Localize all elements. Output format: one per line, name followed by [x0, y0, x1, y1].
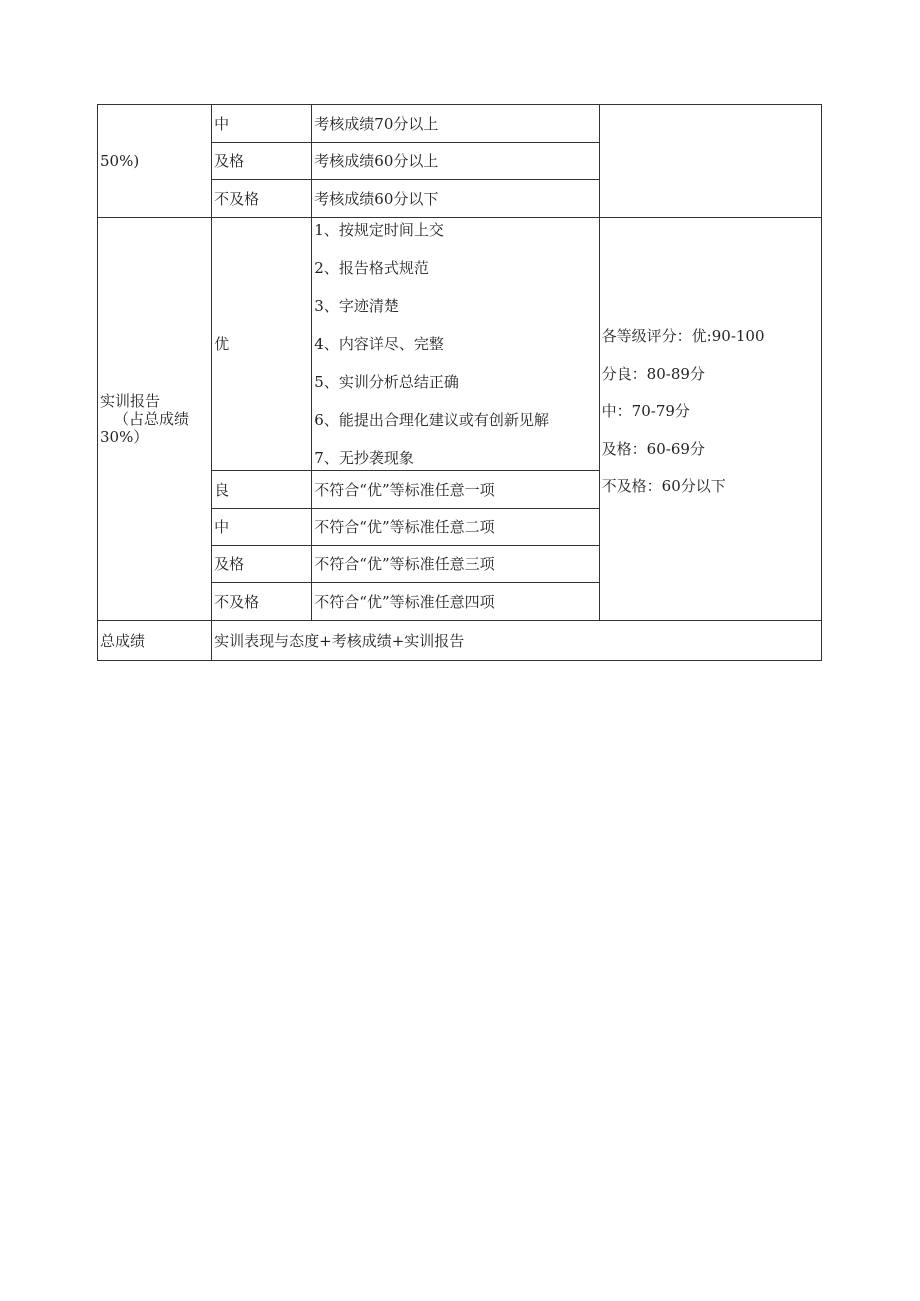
section-label-line: （占总成绩 [114, 410, 190, 428]
criteria-item: 2、报告格式规范 [314, 259, 429, 277]
scale-line: 不及格：60分以下 [601, 477, 726, 495]
criteria-cell: 不符合“优”等标准任意四项 [312, 583, 599, 621]
scale-line: 及格：60-69分 [601, 439, 705, 458]
criteria-item: 5、实训分析总结正确 [314, 373, 459, 391]
scale-cell-prev [599, 105, 821, 218]
criteria-cell: 不符合“优”等标准任意三项 [312, 546, 599, 583]
scale-line: 分良：80-89分 [601, 364, 705, 383]
grade-cell: 中 [212, 105, 312, 143]
criteria-list [312, 218, 599, 471]
table-row-total [98, 621, 822, 661]
total-formula: 实训表现与态度+考核成绩+实训报告 [212, 621, 822, 661]
section-label-prev: 50%) [98, 105, 212, 218]
total-label: 总成绩 [98, 621, 212, 661]
section-label-report [98, 218, 212, 621]
grade-cell: 及格 [212, 546, 312, 583]
grade-cell: 中 [212, 509, 312, 546]
grade-cell: 及格 [212, 143, 312, 180]
section-label-line: 实训报告 [100, 392, 161, 410]
grade-cell: 不及格 [212, 180, 312, 218]
criteria-cell: 考核成绩70分以上 [312, 105, 599, 143]
criteria-cell: 不符合“优”等标准任意一项 [312, 471, 599, 509]
grade-cell: 不及格 [212, 583, 312, 621]
grade-cell-excellent: 优 [212, 218, 312, 471]
criteria-item: 6、能提出合理化建议或有创新见解 [314, 411, 549, 429]
scale-line: 各等级评分：优:90-100 [601, 327, 765, 345]
table-row [98, 105, 822, 143]
table-row [98, 218, 822, 471]
section-label-line: 30%） [100, 428, 149, 446]
scale-line: 中：70-79分 [601, 402, 690, 420]
grading-table [97, 104, 822, 661]
criteria-cell: 考核成绩60分以上 [312, 143, 599, 180]
criteria-item: 7、无抄袭现象 [314, 449, 414, 467]
grade-scale-cell [599, 218, 821, 621]
grade-cell: 良 [212, 471, 312, 509]
criteria-cell: 考核成绩60分以下 [312, 180, 599, 218]
criteria-item: 4、内容详尽、完整 [314, 335, 444, 353]
criteria-item: 3、字迹清楚 [314, 297, 399, 315]
criteria-item: 1、按规定时间上交 [314, 221, 444, 239]
criteria-cell: 不符合“优”等标准任意二项 [312, 509, 599, 546]
